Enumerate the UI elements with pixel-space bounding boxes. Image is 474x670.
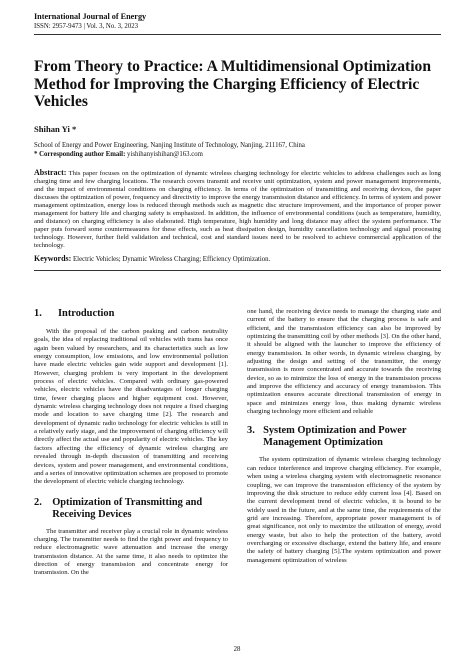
section-3-number: 3. <box>247 425 255 437</box>
section-1-title: Introduction <box>58 308 115 319</box>
section-2-title: Optimization of Transmitting and Receiving Devices <box>52 496 203 520</box>
section-3-heading <box>247 425 441 449</box>
page-number: 28 <box>233 646 241 653</box>
section-1-text: With the proposal of the carbon peaking and carbon neutrality goals, the idea of replacing traditional oil vehicles with trams has once again been valued by researchers, and its characteristics such as low energy consumption, low emissions, and low environmental pollution have made electric vehicles gain wide support and development [1]. However, charging problem is very important in the development process of electric vehicles. Compared with ordinary gas-powered vehicles, electric vehicles have the disadvantages of longer charging time, fewer charging places and higher equipment cost. However, dynamic wireless charging technology does not require a fixed charging mode and location to save charging time [2]. The research and development of dynamic radio technology for electric vehicles is still in a relatively early stage, and the improvement of charging efficiency will directly affect the actual use and popularity of electric vehicles. The key factors affecting the efficiency of dynamic wireless charging are revealed through in-depth discussion of transmitting and receiving devices, system and power management, and environmental conditions, and a series of innovative optimization schemes are proposed to promote the development of electric vehicle charging technology. <box>34 328 228 486</box>
abstract-label: Abstract: <box>34 167 67 177</box>
abstract-divider <box>34 270 441 271</box>
corresponding-author <box>34 150 441 159</box>
corresponding-email[interactable]: yishihanyishihan@163.com <box>127 150 203 158</box>
paper-title: From Theory to Practice: A Multidimensional Optimization Method for Improving the Charging Efficiency of Electric Vehicles <box>34 58 432 110</box>
section-2-continued-text: one hand, the receiving device needs to manage the charging state and current of the battery to ensure that the charging process is safe and efficient, and the transmission efficiency can also be improved by optimizing the transmitting coil by other methods [3]. On the other hand, it should be aligned with the launcher to improve the efficiency of energy transmission. In other words, in dynamic wireless charging, by adjusting the design and setting of the transmitter, the energy transmission is more concentrated and accurate towards the receiving device, so as to minimize the loss of energy in the transmission process and improve the efficiency and accuracy of energy transmission. This optimization ensures accurate directional transmission of energy in space and minimizes energy loss, thus making dynamic wireless charging technology more efficient and reliable <box>247 308 441 416</box>
section-3-text: The system optimization of dynamic wireless charging technology can reduce interference and improve charging efficiency. For example, when using a wireless charging system with electromagnetic resonance coupling, we can improve the transmission efficiency of the system by improving the disk structure to reduce eddy current loss [4]. Based on the current development trend of electric vehicles, it is bound to be widely used in the future, and at the same time, the requirements of the grid are increasing. Therefore, appropriate power management is of great significance, not only to maximize the utilization of energy, avoid energy waste, but also to help the protection of the battery, avoid overcharging or excessive discharge, extend the battery life, and ensure the safety of battery charging [5].The system optimization and power management optimization of wireless <box>247 456 441 564</box>
corresponding-label: * Corresponding author Email: <box>34 150 126 158</box>
section-1-heading <box>34 308 228 320</box>
header-divider <box>34 34 441 35</box>
keywords-text: Electric Vehicles; Dynamic Wireless Charging; Efficiency Optimization. <box>73 256 271 264</box>
section-3-title: System Optimization and Power Management Optimization <box>263 425 407 449</box>
paper-page <box>34 12 441 271</box>
right-column <box>247 308 441 565</box>
journal-issn: ISSN: 2957-9473 | Vol. 3, No. 3, 2023 <box>34 23 139 30</box>
section-1-number: 1. <box>34 308 42 319</box>
author-name: Shihan Yi * <box>34 123 77 134</box>
keywords-label: Keywords: <box>34 254 72 264</box>
keywords <box>34 254 441 264</box>
section-2-number: 2. <box>34 496 42 508</box>
section-2-heading <box>34 497 228 521</box>
left-column <box>34 308 228 578</box>
abstract <box>34 169 441 250</box>
section-2-text: The transmitter and receiver play a crucial role in dynamic wireless charging. The transmitter needs to find the right power and frequency to reduce electromagnetic wave attenuation and increase the energy transmission distance. At the same time, it also needs to optimize the direction of energy transmission and concentrate energy for transmission. On the <box>34 527 228 577</box>
journal-name: International Journal of Energy <box>34 12 147 21</box>
abstract-text: This paper focuses on the optimization of dynamic wireless charging technology for electric vehicles to address challenges such as long charging time and few charging locations. The research covers transmit and receive unit optimization, system and power management improvements, and the impact of environmental conditions on charging efficiency. In terms of the optimization of transmitting and receiving devices, the paper discusses the optimization of power, frequency and directivity to improve the energy transmission distance and efficiency. In terms of system and power management optimization, energy loss is reduced through methods such as magnetic disc structure improvement, and the importance of proper power management for battery life and charging safety is emphasized. In addition, the influence of environmental conditions (such as temperature, humidity, and distance) on charging efficiency is also elaborated. High temperature, high humidity and long distance may affect the system performance. The paper puts forward some countermeasures for these effects, such as heat dissipation design, humidity cancellation technology and signal processing technology. However, further field validation and technical, cost and standard issues need to be resolved to achieve commercial application of the technology. <box>34 169 441 250</box>
author-affiliation: School of Energy and Power Engineering, Nanjing Institute of Technology, Nanjing, 211167, China <box>34 141 305 149</box>
